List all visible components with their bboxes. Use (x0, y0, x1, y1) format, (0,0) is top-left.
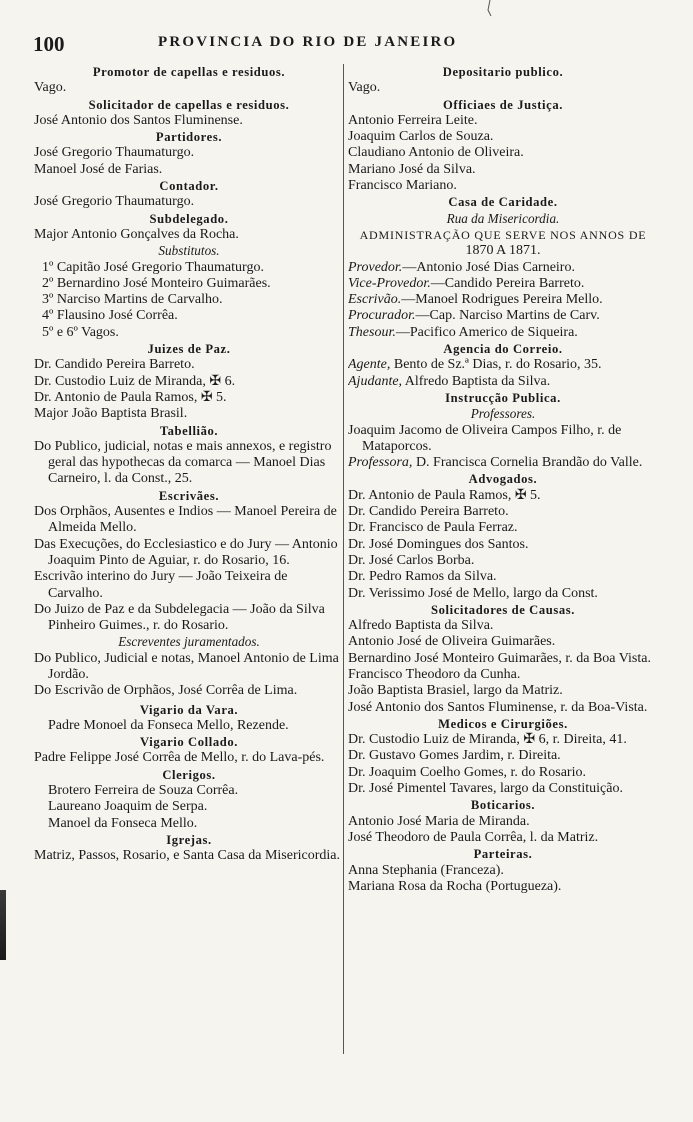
entry: José Gregorio Thaumaturgo. (34, 145, 195, 161)
running-title: PROVINCIA DO RIO DE JANEIRO (158, 34, 458, 50)
entry-role: Agente, (348, 357, 391, 373)
page-number: 100 (33, 32, 65, 56)
section-heading: Contador. (159, 179, 219, 194)
entry: Francisco Mariano. (348, 178, 457, 194)
entry-role: Escrivão. (348, 292, 402, 308)
entry: Joaquim Carlos de Souza. (348, 129, 494, 145)
entry-role: Vice-Provedor. (348, 275, 431, 291)
subheading: Rua da Misericordia. (446, 210, 560, 226)
entry: Do Escrivão de Orphãos, José Corrêa de Lima. (34, 683, 298, 699)
entry (348, 455, 658, 471)
entry-name: —Candido Pereira Barreto. (430, 275, 585, 291)
entry: Mariana Rosa da Rocha (Portugueza). (348, 878, 562, 894)
entry: Dr. José Domingues dos Santos. (348, 536, 529, 552)
entry: Do Publico, Judicial e notas, Manoel Antonio de Lima Jordão. (34, 650, 339, 682)
entry (348, 308, 658, 324)
entry: Dr. Candido Pereira Barreto. (348, 504, 509, 520)
entry: João Baptista Brasiel, largo da Matriz. (348, 683, 563, 699)
section-heading: Advogados. (468, 472, 538, 487)
entry: 4º Flausino José Corrêa. (42, 308, 178, 324)
entry: Laureano Joaquim de Serpa. (48, 799, 208, 815)
entry: 2º Bernardino José Monteiro Guimarães. (42, 275, 271, 291)
page-header (30, 32, 670, 64)
entry-name: —Cap. Narciso Martins de Carv. (415, 308, 600, 324)
entry: Dr. Custodio Luiz de Miranda, ✠ 6, r. Direita, 41. (348, 732, 627, 748)
section-heading: Depositario publico. (442, 65, 564, 79)
entry (348, 325, 658, 341)
section-heading: Vigario da Vara. (139, 702, 239, 717)
entry-name: —Antonio José Dias Carneiro. (402, 259, 575, 275)
entry: Antonio José de Oliveira Guimarães. (348, 634, 556, 650)
entry: Joaquim Jacomo de Oliveira Campos Filho, r. de Mataporcos. (348, 422, 622, 454)
entry-name: Alfredo Baptista da Silva. (402, 373, 551, 389)
entry: Antonio José Maria de Miranda. (348, 813, 530, 829)
entry: Francisco Theodoro da Cunha. (348, 666, 521, 682)
entry-name: Bento de Sz.ª Dias, r. do Rosario, 35. (390, 357, 602, 373)
subheading: Escreventes juramentados. (118, 634, 260, 650)
section-heading: Instrucção Publica. (445, 390, 561, 405)
entry: Alfredo Baptista da Silva. (348, 618, 494, 634)
entry: 5º e 6º Vagos. (42, 324, 119, 340)
right-column (348, 64, 658, 895)
entry: Major João Baptista Brasil. (34, 406, 188, 422)
administration-years: 1870 A 1871. (465, 243, 541, 259)
pencil-mark-icon (482, 0, 502, 20)
entry: José Antonio dos Santos Fluminense, r. da Boa-Vista. (348, 699, 648, 715)
entry: Dr. Pedro Ramos da Silva. (348, 569, 497, 585)
entry: Vago. (34, 80, 67, 96)
entry: Dr. Joaquim Coelho Gomes, r. do Rosario. (348, 764, 586, 780)
section-heading: Solicitadores de Causas. (431, 602, 575, 617)
entry: Dr. Antonio de Paula Ramos, ✠ 5. (348, 487, 541, 503)
entry (348, 357, 658, 373)
entry: Padre Monoel da Fonseca Mello, Rezende. (48, 717, 289, 733)
entry-role: Professora, (348, 455, 413, 471)
entry: Dr. José Pimentel Tavares, largo da Constituição. (348, 781, 623, 797)
entry: José Gregorio Thaumaturgo. (34, 194, 195, 210)
entry: Dos Orphãos, Ausentes e Indios — Manoel Pereira de Almeida Mello. (34, 504, 337, 536)
section-heading: Boticarios. (470, 798, 536, 813)
entry: Do Juizo de Paz e da Subdelegacia — João da Silva Pinheiro Guimes., r. do Rosario. (34, 601, 325, 634)
subheading: Substitutos. (158, 243, 220, 259)
administration-heading: ADMINISTRAÇÃO QUE SERVE NOS ANNOS DE (359, 227, 647, 242)
entry: Manoel José de Farias. (34, 161, 163, 177)
entry-name: —Pacifico Americo de Siqueira. (395, 324, 578, 340)
entry (348, 374, 658, 390)
section-heading: Partidores. (155, 130, 223, 145)
entry: Dr. Antonio de Paula Ramos, ✠ 5. (34, 389, 227, 405)
entry: Claudiano Antonio de Oliveira. (348, 145, 524, 161)
section-heading: Clerigos. (162, 767, 216, 782)
entry-role: Provedor. (348, 259, 403, 275)
entry: Padre Felippe José Corrêa de Mello, r. do Lava-pés. (34, 750, 325, 766)
entry: Das Execuções, do Ecclesiastico e do Jury — Antonio Joaquim Pinto de Aguiar, r. do Rosario, 16. (34, 536, 338, 568)
section-heading: Officiaes de Justiça. (443, 97, 563, 112)
entry (348, 260, 658, 276)
entry: Manoel da Fonseca Mello. (48, 815, 198, 831)
entry: Matriz, Passos, Rosario, e Santa Casa da Misericordia. (34, 848, 340, 864)
binding-shadow (0, 890, 6, 960)
entry: Major Antonio Gonçalves da Rocha. (34, 226, 239, 242)
entry: Escrivão interino do Jury — João Teixeira de Carvalho. (34, 569, 288, 601)
entry: Dr. Custodio Luiz de Miranda, ✠ 6. (34, 373, 236, 389)
entry: 3º Narciso Martins de Carvalho. (42, 292, 223, 308)
section-heading: Solicitador de capellas e residuos. (88, 97, 290, 112)
entry: José Theodoro de Paula Corrêa, l. da Matriz. (348, 829, 599, 845)
left-column (34, 64, 344, 865)
section-heading: Tabellião. (159, 423, 219, 438)
entry: Dr. Gustavo Gomes Jardim, r. Direita. (348, 748, 561, 764)
entry: Antonio Ferreira Leite. (348, 112, 478, 128)
entry: Dr. Francisco de Paula Ferraz. (348, 520, 518, 536)
section-heading: Agencia do Correio. (443, 342, 563, 357)
entry: Do Publico, judicial, notas e mais annexos, e registro geral das hypothecas da comarca — Manoel Dias Carneiro, l. da Const., 25. (34, 438, 332, 487)
section-heading: Medicos e Cirurgiões. (438, 716, 568, 731)
entry-name: —Manoel Rodrigues Pereira Mello. (401, 292, 603, 308)
section-heading: Vigario Collado. (140, 735, 238, 750)
entry: Dr. José Carlos Borba. (348, 552, 475, 568)
entry: Dr. Candido Pereira Barreto. (34, 357, 195, 373)
section-heading: Escrivães. (158, 488, 220, 503)
entry: Brotero Ferreira de Souza Corrêa. (48, 783, 239, 799)
entry: Mariano José da Silva. (348, 161, 476, 177)
section-heading: Subdelegado. (149, 211, 229, 226)
entry: Anna Stephania (Franceza). (348, 862, 504, 878)
section-heading: Juizes de Paz. (147, 342, 231, 357)
entry-role: Procurador. (348, 308, 416, 324)
entry-role: Ajudante, (348, 373, 403, 389)
section-heading: Casa de Caridade. (448, 195, 558, 210)
entry: Dr. Verissimo José de Mello, largo da Const. (348, 585, 598, 601)
section-heading: Promotor de capellas e residuos. (92, 65, 286, 79)
section-heading: Igrejas. (166, 832, 212, 847)
entry (348, 292, 658, 308)
entry: Vago. (348, 80, 381, 96)
entry: José Antonio dos Santos Fluminense. (34, 112, 243, 128)
section-heading: Parteiras. (473, 847, 533, 862)
subheading: Professores. (470, 406, 536, 422)
entry: Bernardino José Monteiro Guimarães, r. da Boa Vista. (348, 650, 651, 666)
entry (348, 276, 658, 292)
entry-role: Thesour. (348, 324, 396, 340)
entry-name: D. Francisca Cornelia Brandão do Valle. (412, 455, 643, 471)
entry: 1º Capitão José Gregorio Thaumaturgo. (42, 259, 264, 275)
